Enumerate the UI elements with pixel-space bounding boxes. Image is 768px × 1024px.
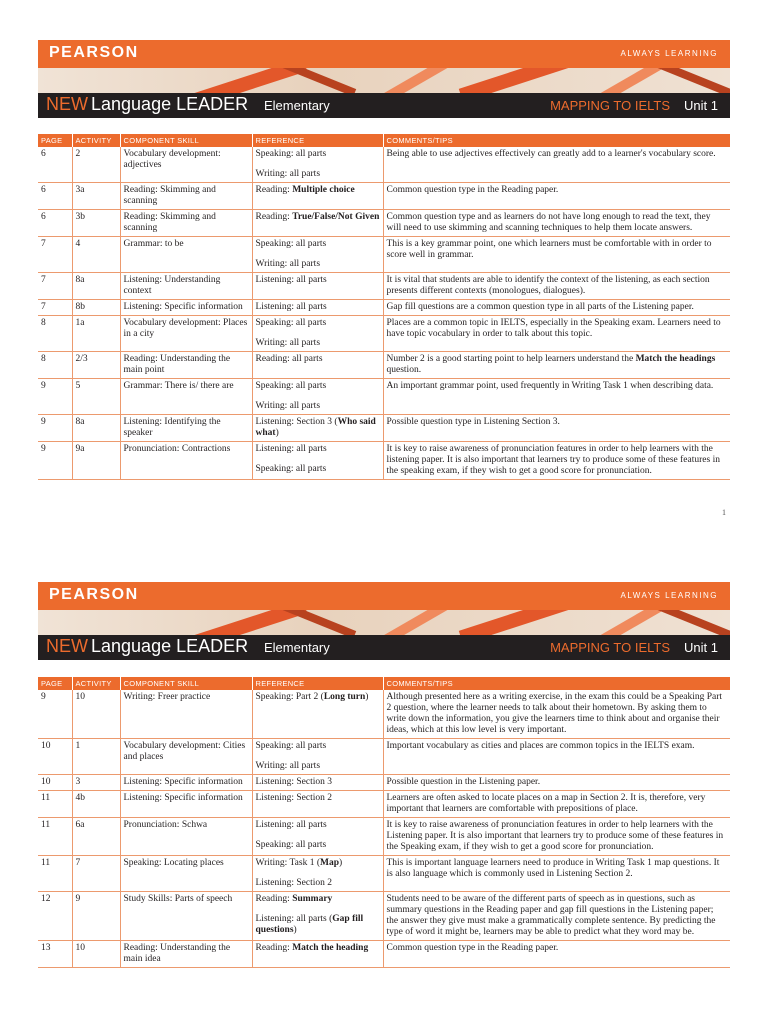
page-cell: 7 xyxy=(38,237,72,273)
skill-cell: Speaking: Locating places xyxy=(120,856,252,892)
activity-cell: 9a xyxy=(72,442,120,480)
reference-cell xyxy=(252,352,383,379)
table-row xyxy=(38,415,730,442)
column-header: REFERENCE xyxy=(252,677,383,690)
reference-cell xyxy=(252,690,383,739)
skill-cell: Listening: Identifying the speaker xyxy=(120,415,252,442)
banner-image xyxy=(38,68,730,94)
unit-label: Unit 1 xyxy=(684,640,718,655)
comment-cell: An important grammar point, used frequently in Writing Task 1 when describing data. xyxy=(383,379,730,415)
reference-line-1 xyxy=(256,858,343,868)
reference-cell xyxy=(252,316,383,352)
reference-line-1: Speaking: all parts xyxy=(255,239,327,249)
reference-cell xyxy=(252,415,383,442)
comment-cell xyxy=(383,352,730,379)
reference-text: Speaking: Part 2 ( xyxy=(255,692,324,702)
reference-line-1 xyxy=(256,894,333,904)
skill-cell: Study Skills: Parts of speech xyxy=(120,892,252,941)
reference-question-type: Summary xyxy=(292,894,333,904)
activity-cell: 8a xyxy=(72,415,120,442)
page-cell: 8 xyxy=(38,352,72,379)
activity-cell: 9 xyxy=(72,892,120,941)
reference-question-type: Who said what xyxy=(255,417,376,438)
activity-cell: 10 xyxy=(72,941,120,968)
column-header: PAGE xyxy=(38,134,72,147)
column-header: PAGE xyxy=(38,677,72,690)
unit-label: Unit 1 xyxy=(684,98,718,113)
reference-cell xyxy=(252,818,383,856)
skill-cell: Grammar: There is/ there are xyxy=(120,379,252,415)
reference-cell xyxy=(252,300,383,316)
page-cell: 9 xyxy=(38,690,72,739)
table-row xyxy=(38,941,730,968)
activity-cell: 6a xyxy=(72,818,120,856)
skill-cell: Listening: Specific information xyxy=(120,775,252,791)
skill-cell: Pronunciation: Schwa xyxy=(120,818,252,856)
comment-cell: Important vocabulary as cities and places are common topics in the IELTS exam. xyxy=(383,739,730,775)
table-row xyxy=(38,183,730,210)
reference-line-1: Speaking: all parts xyxy=(255,741,327,751)
comment-cell: Possible question type in Listening Section 3. xyxy=(383,415,730,442)
comment-cell: Learners are often asked to locate places on a map in Section 2. It is, therefore, very important that learners are comfortable with prepositions of place. xyxy=(383,791,730,818)
reference-text: ) xyxy=(293,925,297,935)
table-row xyxy=(38,379,730,415)
reference-cell xyxy=(252,442,383,480)
reference-line-2: Speaking: all parts xyxy=(255,464,327,474)
column-header: COMMENTS/TIPS xyxy=(383,677,730,690)
reference-cell xyxy=(252,237,383,273)
reference-line-2: Writing: all parts xyxy=(255,401,321,411)
title-new: NEW xyxy=(46,94,88,114)
title-bar xyxy=(38,93,730,118)
table-row xyxy=(38,147,730,183)
page-cell: 6 xyxy=(38,183,72,210)
page-cell: 11 xyxy=(38,791,72,818)
column-header: COMMENTS/TIPS xyxy=(383,134,730,147)
table-row xyxy=(38,856,730,892)
reference-line-1 xyxy=(256,417,376,438)
comment-cell: Possible question in the Listening paper. xyxy=(383,775,730,791)
table-row xyxy=(38,690,730,739)
table-row xyxy=(38,442,730,480)
table-row xyxy=(38,775,730,791)
publisher-logo: PEARSON xyxy=(49,586,139,603)
reference-line-1: Listening: all parts xyxy=(255,302,327,312)
reference-cell xyxy=(252,856,383,892)
table-row xyxy=(38,791,730,818)
activity-cell: 1a xyxy=(72,316,120,352)
mapping-table xyxy=(38,134,730,480)
mapping-table xyxy=(38,677,730,968)
page-cell: 12 xyxy=(38,892,72,941)
column-header: ACTIVITY xyxy=(72,134,120,147)
reference-cell xyxy=(252,183,383,210)
table-row xyxy=(38,818,730,856)
reference-line-1 xyxy=(256,943,369,953)
skill-cell: Vocabulary development: Places in a city xyxy=(120,316,252,352)
title-new: NEW xyxy=(46,636,88,656)
reference-text: Listening: all parts ( xyxy=(255,914,333,924)
column-header: COMPONENT SKILL xyxy=(120,677,252,690)
activity-cell: 4b xyxy=(72,791,120,818)
activity-cell: 3a xyxy=(72,183,120,210)
reference-line-2: Writing: all parts xyxy=(255,338,321,348)
comment-cell: This is a key grammar point, one which learners must be comfortable with in order to score well in grammar. xyxy=(383,237,730,273)
reference-question-type: Map xyxy=(319,858,339,868)
comment-cell: Although presented here as a writing exercise, in the exam this could be a Speaking Part 2 question, where the learner needs to talk about their hometown. By asking them to write down the information, you give the learners time to think about and organise their ideas, which at this low level is very important. xyxy=(383,690,730,739)
reference-cell xyxy=(252,791,383,818)
reference-text: Reading: xyxy=(255,212,293,222)
reference-line-1: Listening: all parts xyxy=(255,275,327,285)
comment-cell: It is vital that students are able to identify the context of the listening, as each section presents different contexts (monologues, dialogues). xyxy=(383,273,730,300)
page-cell: 11 xyxy=(38,856,72,892)
page-cell: 10 xyxy=(38,739,72,775)
skill-cell: Writing: Freer practice xyxy=(120,690,252,739)
table-header xyxy=(38,134,730,147)
reference-question-type: Multiple choice xyxy=(292,185,355,195)
comment-cell: Common question type in the Reading paper. xyxy=(383,183,730,210)
activity-cell: 10 xyxy=(72,690,120,739)
skill-cell: Grammar: to be xyxy=(120,237,252,273)
skill-cell: Vocabulary development: adjectives xyxy=(120,147,252,183)
activity-cell: 2 xyxy=(72,147,120,183)
reference-line-1: Reading: all parts xyxy=(255,354,323,364)
skill-cell: Reading: Skimming and scanning xyxy=(120,183,252,210)
title-language-leader: Language LEADER xyxy=(91,636,249,656)
reference-line-1: Speaking: all parts xyxy=(255,149,327,159)
reference-text: Writing: Task 1 ( xyxy=(255,858,320,868)
table-row xyxy=(38,273,730,300)
activity-cell: 3 xyxy=(72,775,120,791)
reference-line-1: Speaking: all parts xyxy=(255,318,327,328)
reference-text: ) xyxy=(338,858,343,868)
skill-cell: Reading: Understanding the main point xyxy=(120,352,252,379)
activity-cell: 7 xyxy=(72,856,120,892)
reference-text: Reading: xyxy=(255,943,293,953)
comment-cell: This is important language learners need to produce in Writing Task 1 map questions. It is also language which is commonly used in Listening Section 2. xyxy=(383,856,730,892)
comment-question-type: Match the headings xyxy=(635,354,716,364)
reference-cell xyxy=(252,147,383,183)
reference-line-2: Speaking: all parts xyxy=(255,840,327,850)
reference-text: Listening: Section 3 ( xyxy=(255,417,338,427)
reference-text: Reading: xyxy=(255,185,293,195)
reference-line-2: Writing: all parts xyxy=(255,259,321,269)
reference-text: ) xyxy=(365,692,369,702)
page-cell: 10 xyxy=(38,775,72,791)
skill-cell: Pronunciation: Contractions xyxy=(120,442,252,480)
table-row xyxy=(38,352,730,379)
reference-line-2: Writing: all parts xyxy=(255,761,321,771)
reference-text: Reading: xyxy=(255,894,293,904)
comment-cell: Being able to use adjectives effectively can greatly add to a learner's vocabulary score. xyxy=(383,147,730,183)
table-row xyxy=(38,210,730,237)
level-label: Elementary xyxy=(264,640,330,655)
comment-text: Number 2 is a good starting point to help learners understand the xyxy=(386,354,636,364)
reference-question-type: Long turn xyxy=(323,692,366,702)
reference-line-1: Listening: Section 3 xyxy=(255,777,333,787)
table-row xyxy=(38,300,730,316)
tagline: ALWAYS LEARNING xyxy=(620,591,718,600)
table-row xyxy=(38,739,730,775)
page-cell: 7 xyxy=(38,273,72,300)
title-language-leader: Language LEADER xyxy=(91,94,249,114)
comment-cell: It is key to raise awareness of pronunciation features in order to help learners with the listening paper. It is also important that learners try to produce some of these features in the speaking exam, if they wish to get a good score for pronunciation. xyxy=(383,442,730,480)
table-header xyxy=(38,677,730,690)
reference-question-type: Gap fill questions xyxy=(255,914,364,935)
activity-cell: 5 xyxy=(72,379,120,415)
activity-cell: 3b xyxy=(72,210,120,237)
page-cell: 7 xyxy=(38,300,72,316)
reference-line-1 xyxy=(256,692,369,702)
skill-cell: Listening: Understanding context xyxy=(120,273,252,300)
title-bar xyxy=(38,635,730,660)
reference-line-1: Listening: all parts xyxy=(255,444,327,454)
reference-cell xyxy=(252,739,383,775)
column-header: ACTIVITY xyxy=(72,677,120,690)
comment-text: question. xyxy=(386,365,422,375)
tagline: ALWAYS LEARNING xyxy=(620,49,718,58)
reference-line-2: Listening: Section 2 xyxy=(255,878,333,888)
column-header: REFERENCE xyxy=(252,134,383,147)
activity-cell: 1 xyxy=(72,739,120,775)
reference-cell xyxy=(252,892,383,941)
table-row xyxy=(38,892,730,941)
publisher-logo: PEARSON xyxy=(49,44,139,61)
reference-text: ) xyxy=(275,428,279,438)
reference-line-1: Listening: all parts xyxy=(255,820,327,830)
reference-cell xyxy=(252,775,383,791)
activity-cell: 2/3 xyxy=(72,352,120,379)
page-cell: 9 xyxy=(38,379,72,415)
reference-cell xyxy=(252,273,383,300)
activity-cell: 8b xyxy=(72,300,120,316)
activity-cell: 8a xyxy=(72,273,120,300)
skill-cell: Reading: Understanding the main idea xyxy=(120,941,252,968)
reference-line-1: Listening: Section 2 xyxy=(255,793,333,803)
reference-line-1: Speaking: all parts xyxy=(255,381,327,391)
column-header: COMPONENT SKILL xyxy=(120,134,252,147)
comment-cell: Students need to be aware of the different parts of speech as in questions, such as summary questions in the Reading paper and gap fill questions in the Listening paper; the answer they give must make a grammatically complete sentence. By predicting the type of word it might be, learners may be able to predict what they word may be. xyxy=(383,892,730,941)
page-number: 1 xyxy=(722,508,726,517)
banner-image xyxy=(38,610,730,636)
skill-cell: Reading: Skimming and scanning xyxy=(120,210,252,237)
reference-question-type: Match the heading xyxy=(292,943,369,953)
reference-line-2 xyxy=(256,914,380,936)
page-cell: 13 xyxy=(38,941,72,968)
page-cell: 9 xyxy=(38,415,72,442)
mapping-label: MAPPING TO IELTS xyxy=(550,640,670,655)
mapping-label: MAPPING TO IELTS xyxy=(550,98,670,113)
reference-cell xyxy=(252,941,383,968)
reference-question-type: True/False/Not Given xyxy=(292,212,380,222)
page-cell: 6 xyxy=(38,210,72,237)
comment-cell: Places are a common topic in IELTS, especially in the Speaking exam. Learners need to have topic vocabulary in order to talk about this topic. xyxy=(383,316,730,352)
reference-line-1 xyxy=(256,185,355,195)
activity-cell: 4 xyxy=(72,237,120,273)
page-cell: 8 xyxy=(38,316,72,352)
reference-line-2: Writing: all parts xyxy=(255,169,321,179)
reference-cell xyxy=(252,210,383,237)
reference-line-1 xyxy=(256,212,380,222)
publisher-bar xyxy=(38,582,730,610)
publisher-bar xyxy=(38,40,730,68)
document-page-2 xyxy=(0,540,768,1024)
comment-cell: Common question type and as learners do not have long enough to read the text, they will need to use skimming and scanning techniques to help them locate answers. xyxy=(383,210,730,237)
skill-cell: Listening: Specific information xyxy=(120,791,252,818)
reference-cell xyxy=(252,379,383,415)
page-cell: 6 xyxy=(38,147,72,183)
comment-cell: Common question type in the Reading paper. xyxy=(383,941,730,968)
skill-cell: Listening: Specific information xyxy=(120,300,252,316)
comment-cell: Gap fill questions are a common question type in all parts of the Listening paper. xyxy=(383,300,730,316)
skill-cell: Vocabulary development: Cities and places xyxy=(120,739,252,775)
page-cell: 11 xyxy=(38,818,72,856)
level-label: Elementary xyxy=(264,98,330,113)
comment-cell: It is key to raise awareness of pronunciation features in order to help learners with the Listening paper. It is also important that learners try to produce some of these features in the Speaking exam, if they wish to get a good score for pronunciation. xyxy=(383,818,730,856)
table-row xyxy=(38,237,730,273)
page-cell: 9 xyxy=(38,442,72,480)
table-row xyxy=(38,316,730,352)
